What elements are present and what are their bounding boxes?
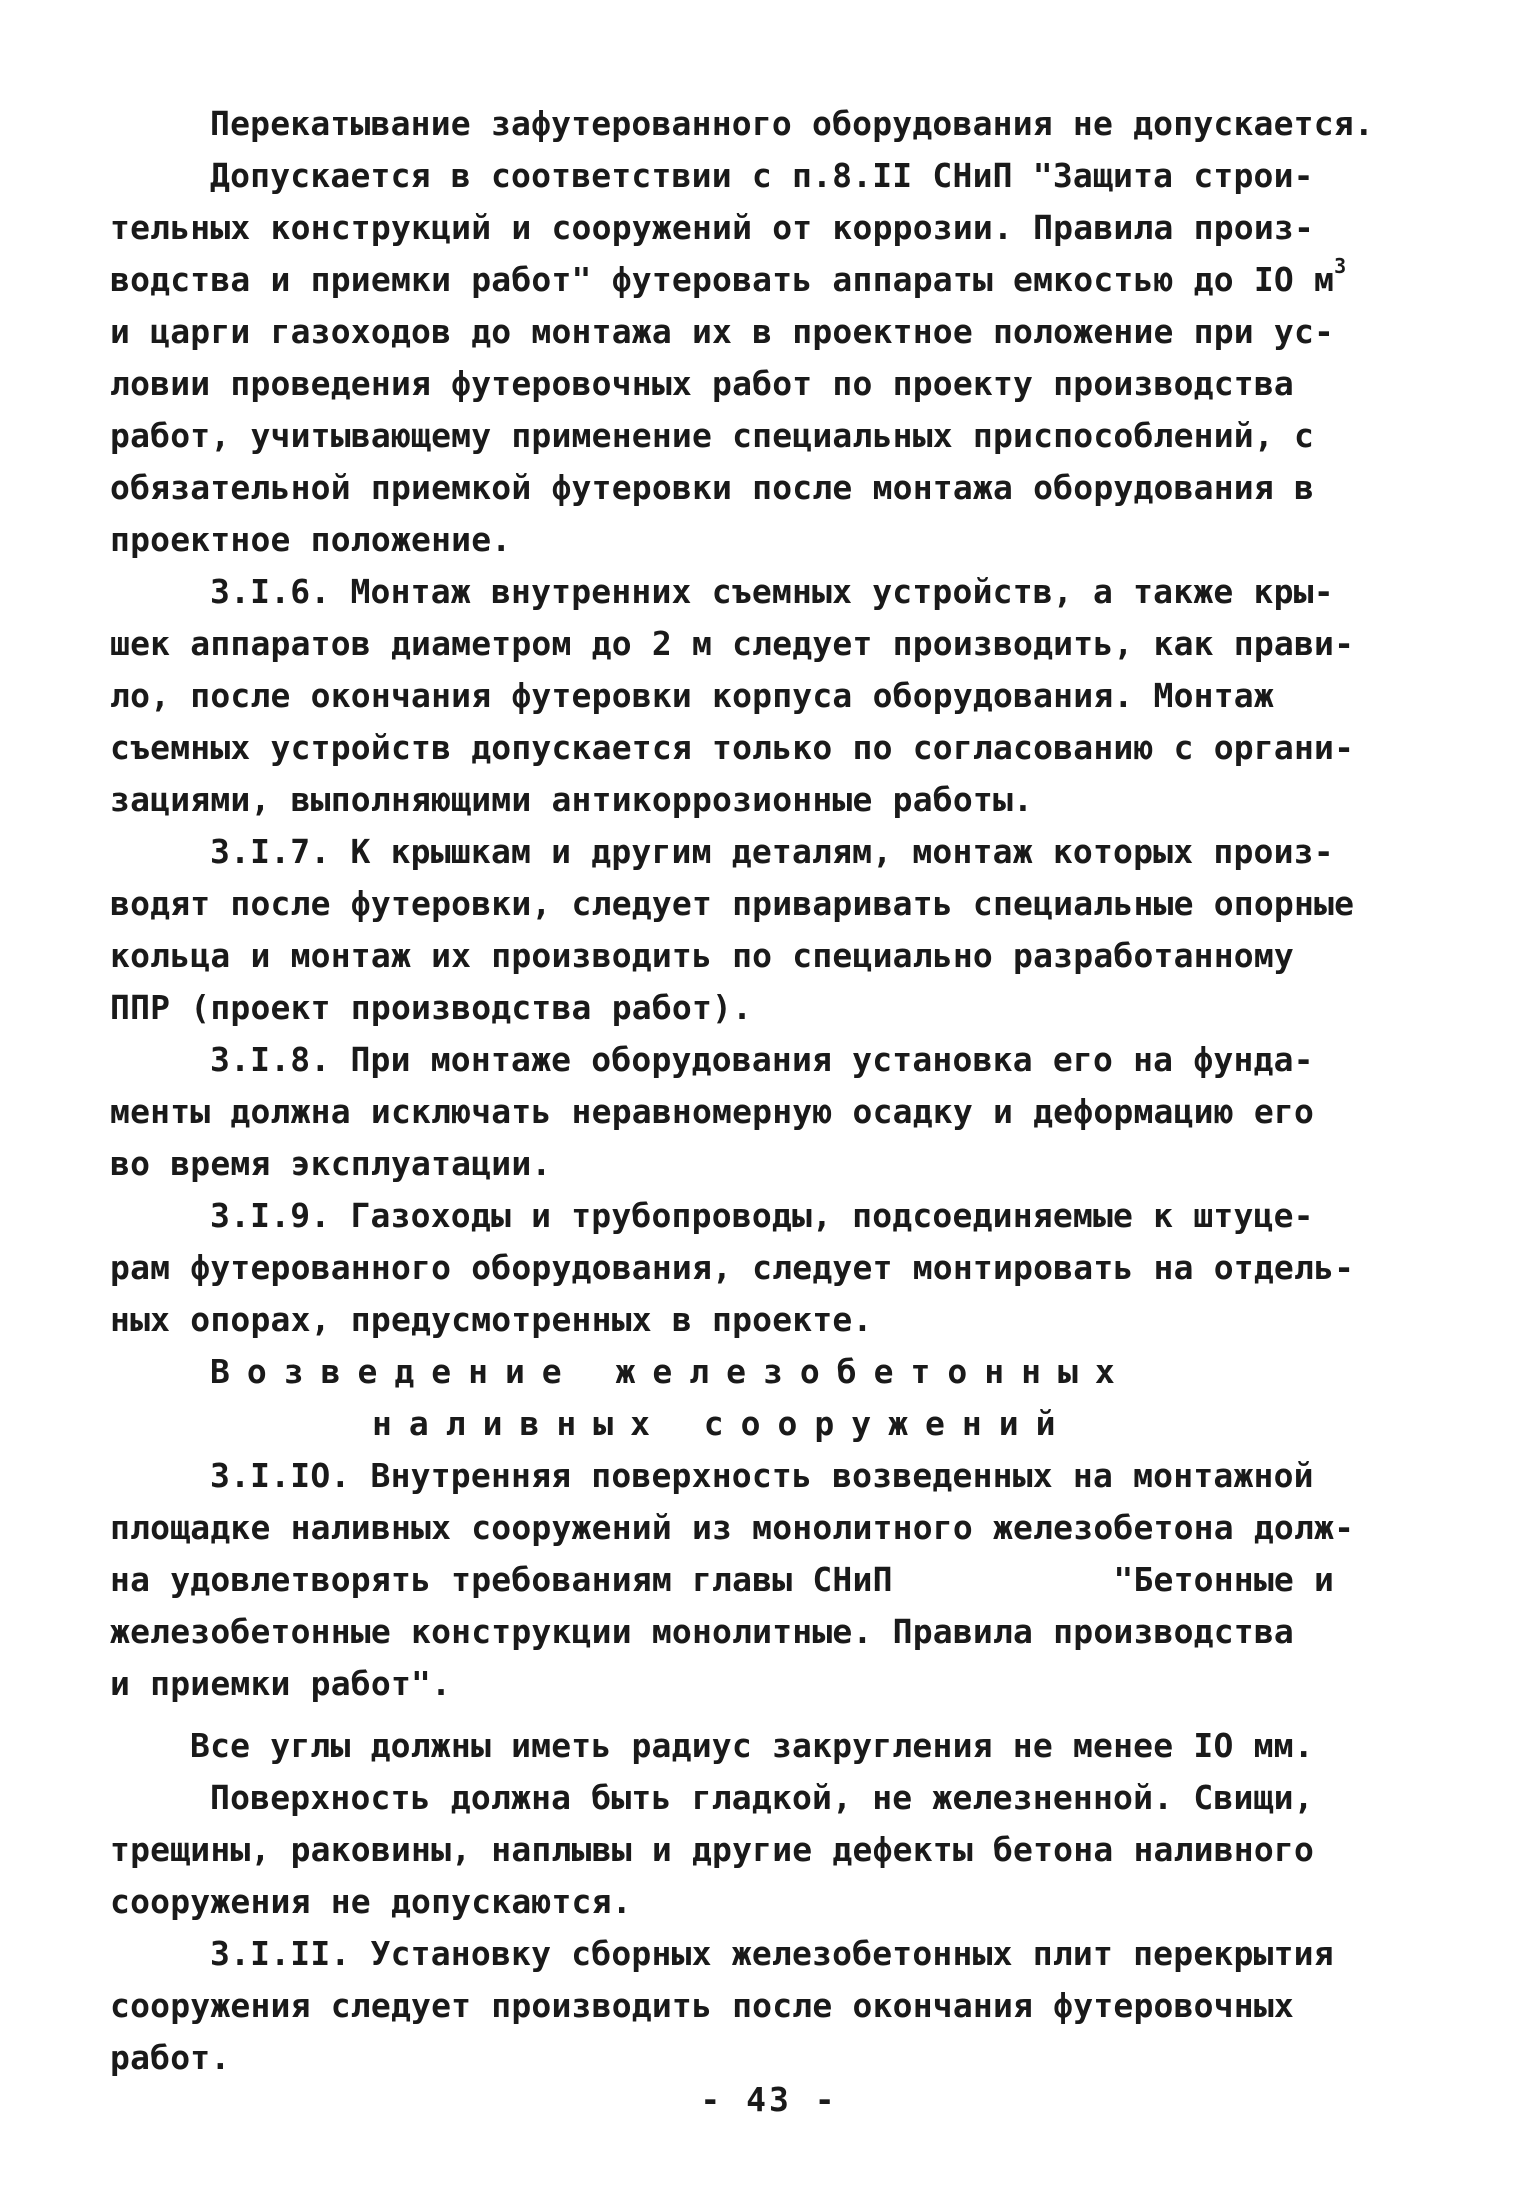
clause-3-1-6: 3.I.6. Монтаж внутренних съемных устройств, а также кры- (210, 572, 1334, 611)
text-line: Все углы должны иметь радиус закругления не менее IO мм. (190, 1726, 1314, 1765)
document-body (110, 98, 1450, 2084)
text-line: и приемки работ". (110, 1664, 452, 1703)
text-line: водят после футеровки, следует приваривать специальные опорные (110, 884, 1355, 923)
text-line: работ, учитывающему применение специальных приспособлений, с (110, 416, 1315, 455)
text-line: Поверхность должна быть гладкой, не железненной. Свищи, (210, 1778, 1314, 1817)
text-line: кольца и монтаж их производить по специально разработанному (110, 936, 1294, 975)
text-line: железобетонные конструкции монолитные. Правила производства (110, 1612, 1294, 1651)
text-line: ловии проведения футеровочных работ по проекту производства (110, 364, 1294, 403)
text-line: сооружения следует производить после окончания футеровочных (110, 1986, 1294, 2025)
clause-3-1-9: 3.I.9. Газоходы и трубопроводы, подсоединяемые к штуце- (210, 1196, 1314, 1235)
text-line: площадке наливных сооружений из монолитного железобетона долж- (110, 1508, 1355, 1547)
text-line: работ. (110, 2038, 231, 2077)
text-line: съемных устройств допускается только по согласованию с органи- (110, 728, 1355, 767)
text-line: Допускается в соответствии с п.8.II СНиП "Защита строи- (210, 156, 1314, 195)
clause-3-1-7: 3.I.7. К крышкам и другим деталям, монтаж которых произ- (210, 832, 1334, 871)
text-line: ных опорах, предусмотренных в проекте. (110, 1300, 873, 1339)
text-line: во время эксплуатации. (110, 1144, 552, 1183)
text-line: трещины, раковины, наплывы и другие дефекты бетона наливного (110, 1830, 1315, 1869)
text-line: шек аппаратов диаметром до 2 м следует производить, как прави- (110, 624, 1355, 663)
text-line: сооружения не допускаются. (110, 1882, 632, 1921)
section-heading-line-1: Возведение железобетонных (210, 1352, 1132, 1391)
superscript-cubic: 3 (1334, 254, 1347, 278)
text-line-with-superscript (110, 254, 1450, 306)
clause-3-1-10: 3.I.IO. Внутренняя поверхность возведенных на монтажной (210, 1456, 1314, 1495)
text-line: тельных конструкций и сооружений от коррозии. Правила произ- (110, 208, 1315, 247)
text-line: Перекатывание зафутерованного оборудования не допускается. (210, 104, 1374, 143)
text-line: на удовлетворять требованиям главы СНиП "Бетонные и (110, 1560, 1335, 1599)
clause-3-1-11: 3.I.II. Установку сборных железобетонных плит перекрытия (210, 1934, 1334, 1973)
text-line: ло, после окончания футеровки корпуса оборудования. Монтаж (110, 676, 1274, 715)
text-line: зациями, выполняющими антикоррозионные работы. (110, 780, 1034, 819)
text-line: проектное положение. (110, 520, 512, 559)
text-line-content: водства и приемки работ" футеровать аппараты емкостью до IO м (110, 260, 1335, 299)
text-line: и царги газоходов до монтажа их в проектное положение при ус- (110, 312, 1335, 351)
text-line: ППР (проект производства работ). (110, 988, 753, 1027)
text-line: рам футерованного оборудования, следует монтировать на отдель- (110, 1248, 1355, 1287)
page-number: - 43 - (700, 2080, 838, 2119)
clause-3-1-8: 3.I.8. При монтаже оборудования установка его на фунда- (210, 1040, 1314, 1079)
text-line: менты должна исключать неравномерную осадку и деформацию его (110, 1092, 1315, 1131)
text-line: обязательной приемкой футеровки после монтажа оборудования в (110, 468, 1315, 507)
section-heading-line-2: наливных сооружений (372, 1404, 1073, 1443)
